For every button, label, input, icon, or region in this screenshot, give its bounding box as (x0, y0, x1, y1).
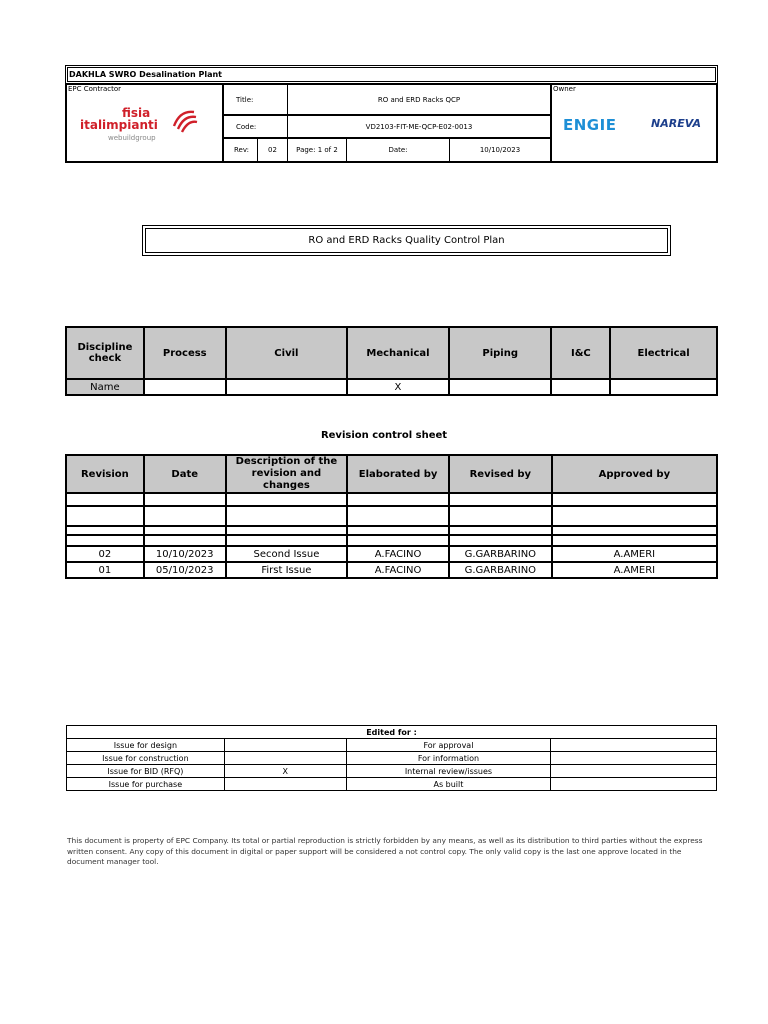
revision-cell (66, 535, 144, 546)
revision-header-cell: Elaborated by (347, 455, 449, 493)
discipline-name-row (66, 379, 717, 395)
revision-cell: 02 (66, 546, 144, 562)
revision-cell (144, 506, 226, 526)
revision-cell (347, 526, 449, 535)
revision-cell: A.FACINO (347, 546, 449, 562)
edited-for-cell (551, 778, 717, 791)
revision-cell: 01 (66, 562, 144, 578)
revision-cell: 10/10/2023 (144, 546, 226, 562)
revision-cell (552, 493, 717, 506)
edited-for-cell: Issue for design (67, 739, 225, 752)
revision-cell (449, 535, 552, 546)
revision-cell: 05/10/2023 (144, 562, 226, 578)
edited-for-cell (551, 739, 717, 752)
discipline-cell: Name (66, 379, 144, 395)
revision-cell (552, 506, 717, 526)
revision-cell: First Issue (226, 562, 348, 578)
title-value-cell: RO and ERD Racks QCP (287, 84, 551, 115)
discipline-header-row (66, 327, 717, 379)
edited-for-cell: For information (346, 752, 551, 765)
discipline-header-cell: Process (144, 327, 226, 379)
revision-cell (347, 535, 449, 546)
revision-cell (226, 535, 348, 546)
title-label-cell: Title: (223, 84, 288, 115)
revision-cell (144, 526, 226, 535)
revision-cell (226, 506, 348, 526)
discipline-table (65, 326, 718, 396)
discipline-cell (144, 379, 226, 395)
revision-cell: G.GARBARINO (449, 546, 552, 562)
revision-cell (66, 526, 144, 535)
discipline-header-cell: Electrical (610, 327, 717, 379)
fisia-mark-icon (170, 106, 198, 134)
date-value-cell: 10/10/2023 (449, 138, 551, 162)
revision-header-cell: Revision (66, 455, 144, 493)
rev-label-cell: Rev: (223, 138, 258, 162)
edited-for-cell (551, 752, 717, 765)
revision-cell: G.GARBARINO (449, 562, 552, 578)
revision-cell: A.FACINO (347, 562, 449, 578)
table-row (67, 765, 717, 778)
revision-cell: Second Issue (226, 546, 348, 562)
revision-cell (552, 526, 717, 535)
revision-header-cell: Description of the revision and changes (226, 455, 348, 493)
code-value-cell: VD2103-FIT-ME-QCP-E02-0013 (287, 115, 551, 138)
revision-cell (449, 526, 552, 535)
revision-cell (144, 535, 226, 546)
revision-cell (449, 493, 552, 506)
revision-header-cell: Approved by (552, 455, 717, 493)
table-row (66, 562, 717, 578)
edited-for-title-row (67, 726, 717, 739)
revision-header-cell: Revised by (449, 455, 552, 493)
page-cell: Page: 1 of 2 (287, 138, 347, 162)
table-row (66, 526, 717, 535)
revision-cell (226, 526, 348, 535)
table-row (67, 778, 717, 791)
edited-for-cell: Issue for BID (RFQ) (67, 765, 225, 778)
table-row (67, 739, 717, 752)
revision-cell (449, 506, 552, 526)
edited-for-cell (224, 778, 346, 791)
discipline-header-cell: Discipline check (66, 327, 144, 379)
edited-for-cell: Issue for construction (67, 752, 225, 765)
discipline-header-cell: Civil (226, 327, 347, 379)
discipline-cell (449, 379, 552, 395)
edited-for-cell: X (224, 765, 346, 778)
revision-cell (66, 506, 144, 526)
revision-section-title: Revision control sheet (320, 430, 448, 441)
edited-for-cell: Issue for purchase (67, 778, 225, 791)
edited-for-cell: As built (346, 778, 551, 791)
code-label-cell: Code: (223, 115, 288, 138)
document-title-box (142, 225, 671, 256)
discipline-cell (551, 379, 610, 395)
revision-cell (552, 535, 717, 546)
edited-for-cell: For approval (346, 739, 551, 752)
table-row (66, 506, 717, 526)
revision-cell (66, 493, 144, 506)
revision-table (65, 454, 718, 579)
fisia-logo: fisia italimpianti webuildgroup (80, 106, 200, 146)
edited-for-cell (224, 739, 346, 752)
project-title: DAKHLA SWRO Desalination Plant (69, 70, 223, 79)
owner-label: Owner (553, 85, 576, 93)
engie-logo: ENGIE (563, 116, 617, 134)
edited-for-title: Edited for : (67, 726, 717, 739)
discipline-cell (226, 379, 347, 395)
revision-cell: A.AMERI (552, 546, 717, 562)
date-label-cell: Date: (346, 138, 450, 162)
edited-for-table (66, 725, 717, 791)
table-row (66, 535, 717, 546)
discipline-header-cell: I&C (551, 327, 610, 379)
edited-for-cell: Internal review/issues (346, 765, 551, 778)
revision-cell (144, 493, 226, 506)
rev-value-cell: 02 (257, 138, 288, 162)
revision-cell: A.AMERI (552, 562, 717, 578)
discipline-cell: X (347, 379, 449, 395)
revision-cell (347, 506, 449, 526)
table-row (66, 546, 717, 562)
epc-contractor-label: EPC Contractor (68, 85, 122, 93)
revision-cell (226, 493, 348, 506)
discipline-header-cell: Piping (449, 327, 552, 379)
nareva-logo: NAREVA (651, 117, 701, 130)
edited-for-cell (224, 752, 346, 765)
discipline-cell (610, 379, 717, 395)
edited-for-cell (551, 765, 717, 778)
discipline-header-cell: Mechanical (347, 327, 449, 379)
table-row (66, 493, 717, 506)
project-title-bar (65, 65, 718, 84)
table-row (67, 752, 717, 765)
footer-disclaimer: This document is property of EPC Company. Its total or partial reproduction is strictly forbidden by any means, as well as its distribution to third parties without the express written consent. Any copy of this document in digital or paper support will be considered a not control copy. The only valid copy is the last one approve located in the document manager tool. (67, 836, 703, 866)
revision-header-cell: Date (144, 455, 226, 493)
revision-header-row (66, 455, 717, 493)
revision-cell (347, 493, 449, 506)
document-title: RO and ERD Racks Quality Control Plan (145, 228, 668, 253)
